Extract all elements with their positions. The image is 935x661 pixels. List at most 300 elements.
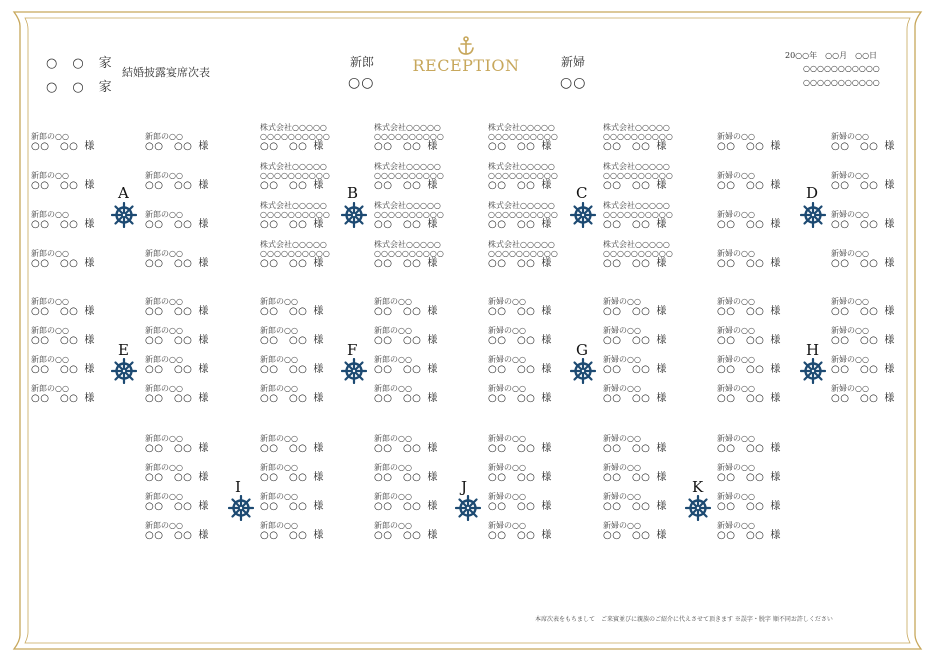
ship-wheel-icon — [228, 495, 254, 521]
guest-name: ○○ ○○ — [831, 306, 879, 318]
guest-title: 新郎の○○ — [260, 384, 298, 393]
guest-entry — [831, 384, 923, 405]
guest-name: ○○ ○○ — [145, 335, 193, 347]
ship-wheel-icon — [341, 202, 367, 228]
guest-name-row — [488, 443, 580, 455]
guest-title: 株式会社○○○○○ — [260, 201, 327, 210]
guest-name-row — [717, 141, 809, 153]
guest-honorific: 様 — [656, 219, 667, 231]
guest-honorific: 様 — [198, 180, 209, 192]
guest-name: ○○ ○○ — [603, 219, 651, 231]
guest-entry — [374, 162, 466, 192]
guest-honorific: 様 — [770, 180, 781, 192]
guest-name-row — [31, 141, 123, 153]
guest-entry — [145, 249, 237, 270]
guest-name: ○○ ○○ — [603, 501, 651, 513]
guest-entry — [831, 171, 923, 192]
guest-title: 新郎の○○ — [374, 326, 412, 335]
guest-name-row — [831, 219, 923, 231]
guest-title: 株式会社○○○○○ — [488, 240, 555, 249]
guest-name-row — [603, 530, 695, 542]
guest-name-row — [603, 141, 695, 153]
guest-name: ○○ ○○ — [260, 364, 308, 376]
guest-name-row — [488, 530, 580, 542]
guest-name: ○○ ○○ — [145, 501, 193, 513]
guest-name: ○○ ○○ — [374, 258, 422, 270]
guest-name-row — [831, 180, 923, 192]
guest-name-row — [488, 219, 580, 231]
guest-name: ○○ ○○ — [603, 306, 651, 318]
guest-title: 新郎の○○ — [260, 434, 298, 443]
guest-honorific: 様 — [884, 335, 895, 347]
guest-entry — [488, 240, 580, 270]
guest-title: 新婦の○○ — [831, 210, 869, 219]
guest-name-row — [145, 180, 237, 192]
guest-title: 新婦の○○ — [603, 326, 641, 335]
guest-honorific: 様 — [770, 501, 781, 513]
guest-title: 新郎の○○ — [145, 521, 183, 530]
guest-name: ○○ ○○ — [260, 501, 308, 513]
guest-name: ○○ ○○ — [603, 443, 651, 455]
guest-name: ○○ ○○ — [831, 180, 879, 192]
table-label: K — [692, 478, 704, 496]
guest-name-row — [31, 364, 123, 376]
guest-name: ○○ ○○ — [488, 306, 536, 318]
groom-label: 新郎 — [350, 55, 375, 69]
guest-title: 新郎の○○ — [145, 132, 183, 141]
ship-wheel-icon — [111, 202, 137, 228]
guest-name: ○○ ○○ — [31, 335, 79, 347]
guest-honorific: 様 — [541, 393, 552, 405]
guest-honorific: 様 — [656, 306, 667, 318]
guest-honorific: 様 — [770, 364, 781, 376]
guest-honorific: 様 — [198, 335, 209, 347]
guest-name: ○○ ○○ — [488, 393, 536, 405]
guest-honorific: 様 — [541, 530, 552, 542]
guest-title: 新郎の○○ — [31, 355, 69, 364]
guest-subtitle: ○○○○○○○○○○ — [488, 210, 558, 220]
guest-honorific: 様 — [84, 141, 95, 153]
guest-entry — [717, 434, 809, 455]
guest-name-row — [488, 180, 580, 192]
guest-entry — [260, 521, 352, 542]
ship-wheel-icon — [800, 202, 826, 228]
guest-name: ○○ ○○ — [145, 180, 193, 192]
guest-title: 新郎の○○ — [260, 463, 298, 472]
table-label: E — [118, 341, 129, 359]
guest-name: ○○ ○○ — [260, 219, 308, 231]
guest-honorific: 様 — [198, 472, 209, 484]
guest-name-row — [374, 530, 466, 542]
guest-entry — [717, 210, 809, 231]
guest-honorific: 様 — [313, 530, 324, 542]
guest-honorific: 様 — [427, 141, 438, 153]
guest-name-row — [260, 180, 352, 192]
guest-honorific: 様 — [84, 180, 95, 192]
guest-honorific: 様 — [770, 258, 781, 270]
guest-title: 新婦の○○ — [717, 384, 755, 393]
guest-honorific: 様 — [84, 258, 95, 270]
guest-name: ○○ ○○ — [488, 219, 536, 231]
guest-name: ○○ ○○ — [260, 306, 308, 318]
guest-honorific: 様 — [427, 472, 438, 484]
guest-title: 新婦の○○ — [717, 434, 755, 443]
guest-title: 新郎の○○ — [260, 521, 298, 530]
guest-entry — [31, 297, 123, 318]
guest-subtitle: ○○○○○○○○○○ — [260, 249, 330, 259]
guest-honorific: 様 — [656, 258, 667, 270]
guest-name: ○○ ○○ — [260, 530, 308, 542]
guest-name: ○○ ○○ — [603, 258, 651, 270]
guest-name: ○○ ○○ — [374, 306, 422, 318]
guest-name-row — [488, 258, 580, 270]
venue-line-1: ○○○○○○○○○○○ — [803, 64, 880, 73]
guest-name-row — [374, 364, 466, 376]
guest-title: 株式会社○○○○○ — [488, 123, 555, 132]
guest-title: 新郎の○○ — [145, 384, 183, 393]
guest-name-row — [831, 364, 923, 376]
guest-honorific: 様 — [198, 501, 209, 513]
guest-title: 新郎の○○ — [260, 492, 298, 501]
guest-honorific: 様 — [84, 393, 95, 405]
guest-title: 新郎の○○ — [31, 297, 69, 306]
guest-name-row — [488, 364, 580, 376]
guest-name-row — [374, 306, 466, 318]
table-label: H — [806, 341, 820, 359]
guest-entry — [145, 355, 237, 376]
groom-name: ○○ — [348, 75, 375, 91]
ship-wheel-icon — [341, 358, 367, 384]
guest-title: 新婦の○○ — [831, 384, 869, 393]
guest-entry — [717, 297, 809, 318]
guest-entry — [374, 355, 466, 376]
guest-title: 新郎の○○ — [31, 384, 69, 393]
guest-honorific: 様 — [427, 393, 438, 405]
guest-entry — [831, 132, 923, 153]
guest-title: 新婦の○○ — [603, 463, 641, 472]
guest-name: ○○ ○○ — [31, 364, 79, 376]
guest-title: 株式会社○○○○○ — [488, 201, 555, 210]
guest-name: ○○ ○○ — [31, 180, 79, 192]
guest-name: ○○ ○○ — [717, 180, 765, 192]
guest-honorific: 様 — [541, 141, 552, 153]
guest-title: 株式会社○○○○○ — [374, 123, 441, 132]
guest-title: 新婦の○○ — [831, 171, 869, 180]
guest-name: ○○ ○○ — [717, 393, 765, 405]
guest-name-row — [717, 443, 809, 455]
guest-name-row — [260, 258, 352, 270]
table-label: I — [235, 478, 241, 496]
guest-name: ○○ ○○ — [831, 219, 879, 231]
guest-name: ○○ ○○ — [260, 393, 308, 405]
guest-name: ○○ ○○ — [374, 141, 422, 153]
guest-name-row — [488, 472, 580, 484]
guest-name: ○○ ○○ — [145, 219, 193, 231]
guest-honorific: 様 — [313, 141, 324, 153]
guest-name-row — [374, 443, 466, 455]
guest-title: 新郎の○○ — [374, 521, 412, 530]
guest-name-row — [488, 335, 580, 347]
guest-entry — [145, 463, 237, 484]
guest-entry — [145, 326, 237, 347]
guest-name: ○○ ○○ — [488, 141, 536, 153]
table-label: J — [461, 478, 468, 496]
guest-honorific: 様 — [541, 501, 552, 513]
guest-honorific: 様 — [884, 393, 895, 405]
guest-entry — [603, 162, 695, 192]
guest-subtitle: ○○○○○○○○○○ — [374, 249, 444, 259]
guest-entry — [488, 355, 580, 376]
guest-entry — [488, 123, 580, 153]
ship-wheel-icon — [800, 358, 826, 384]
guest-title: 株式会社○○○○○ — [603, 240, 670, 249]
guest-entry — [260, 492, 352, 513]
guest-honorific: 様 — [770, 530, 781, 542]
guest-honorific: 様 — [427, 219, 438, 231]
guest-title: 新婦の○○ — [488, 434, 526, 443]
guest-honorific: 様 — [656, 335, 667, 347]
guest-honorific: 様 — [198, 393, 209, 405]
guest-name: ○○ ○○ — [260, 472, 308, 484]
guest-entry — [31, 132, 123, 153]
guest-subtitle: ○○○○○○○○○○ — [374, 171, 444, 181]
guest-honorific: 様 — [656, 472, 667, 484]
guest-name: ○○ ○○ — [488, 530, 536, 542]
guest-title: 株式会社○○○○○ — [260, 123, 327, 132]
guest-name: ○○ ○○ — [31, 258, 79, 270]
guest-name: ○○ ○○ — [260, 141, 308, 153]
guest-entry — [488, 434, 580, 455]
guest-honorific: 様 — [427, 180, 438, 192]
guest-name-row — [145, 443, 237, 455]
guest-entry — [260, 297, 352, 318]
guest-title: 株式会社○○○○○ — [374, 162, 441, 171]
guest-entry — [488, 384, 580, 405]
guest-title: 新郎の○○ — [374, 384, 412, 393]
guest-entry — [717, 249, 809, 270]
guest-entry — [145, 297, 237, 318]
guest-name-row — [31, 335, 123, 347]
guest-name-row — [260, 530, 352, 542]
guest-name-row — [831, 335, 923, 347]
guest-title: 新婦の○○ — [717, 355, 755, 364]
guest-name-row — [831, 393, 923, 405]
event-date: 20○○年 ○○月 ○○日 — [785, 51, 878, 60]
guest-name-row — [260, 443, 352, 455]
guest-title: 新郎の○○ — [260, 326, 298, 335]
guest-title: 株式会社○○○○○ — [260, 162, 327, 171]
guest-entry — [717, 132, 809, 153]
guest-name: ○○ ○○ — [717, 219, 765, 231]
guest-honorific: 様 — [884, 364, 895, 376]
guest-title: 新郎の○○ — [145, 326, 183, 335]
guest-name: ○○ ○○ — [374, 219, 422, 231]
guest-name: ○○ ○○ — [717, 443, 765, 455]
family-name-2: ○ ○ 家 — [46, 80, 113, 95]
bride-label: 新婦 — [561, 55, 586, 69]
guest-honorific: 様 — [198, 443, 209, 455]
guest-entry — [717, 326, 809, 347]
guest-honorific: 様 — [541, 306, 552, 318]
guest-entry — [831, 249, 923, 270]
guest-name-row — [260, 306, 352, 318]
guest-name-row — [260, 393, 352, 405]
guest-entry — [260, 463, 352, 484]
guest-entry — [260, 355, 352, 376]
guest-name-row — [488, 501, 580, 513]
guest-honorific: 様 — [313, 335, 324, 347]
guest-entry — [488, 162, 580, 192]
guest-title: 新郎の○○ — [145, 463, 183, 472]
guest-title: 新婦の○○ — [488, 355, 526, 364]
guest-name: ○○ ○○ — [488, 364, 536, 376]
guest-honorific: 様 — [541, 335, 552, 347]
guest-entry — [374, 326, 466, 347]
logo-text: RECEPTION — [412, 56, 520, 75]
guest-title: 新郎の○○ — [374, 434, 412, 443]
guest-entry — [374, 384, 466, 405]
guest-subtitle: ○○○○○○○○○○ — [603, 132, 673, 142]
guest-name: ○○ ○○ — [488, 501, 536, 513]
guest-name-row — [717, 219, 809, 231]
guest-name: ○○ ○○ — [145, 141, 193, 153]
guest-name: ○○ ○○ — [260, 258, 308, 270]
guest-honorific: 様 — [770, 306, 781, 318]
guest-honorific: 様 — [313, 306, 324, 318]
guest-name-row — [31, 180, 123, 192]
guest-name-row — [374, 335, 466, 347]
guest-name: ○○ ○○ — [260, 180, 308, 192]
family-name-1: ○ ○ 家 — [46, 56, 113, 71]
guest-name: ○○ ○○ — [717, 472, 765, 484]
guest-name-row — [374, 219, 466, 231]
guest-name: ○○ ○○ — [145, 443, 193, 455]
guest-name-row — [603, 219, 695, 231]
guest-entry — [145, 384, 237, 405]
table-label: A — [118, 184, 129, 202]
guest-entry — [488, 492, 580, 513]
guest-name-row — [717, 472, 809, 484]
guest-honorific: 様 — [427, 258, 438, 270]
guest-honorific: 様 — [427, 335, 438, 347]
guest-subtitle: ○○○○○○○○○○ — [603, 249, 673, 259]
guest-entry — [374, 297, 466, 318]
guest-entry — [145, 210, 237, 231]
guest-entry — [831, 355, 923, 376]
guest-title: 新郎の○○ — [145, 434, 183, 443]
guest-honorific: 様 — [770, 335, 781, 347]
guest-honorific: 様 — [198, 364, 209, 376]
logo — [410, 36, 522, 80]
guest-name-row — [145, 501, 237, 513]
guest-entry — [488, 201, 580, 231]
guest-entry — [31, 210, 123, 231]
guest-entry — [488, 297, 580, 318]
guest-entry — [145, 171, 237, 192]
guest-name: ○○ ○○ — [717, 364, 765, 376]
guest-name: ○○ ○○ — [31, 141, 79, 153]
guest-honorific: 様 — [770, 443, 781, 455]
guest-name-row — [603, 364, 695, 376]
guest-name-row — [260, 472, 352, 484]
ship-wheel-icon — [570, 202, 596, 228]
guest-name: ○○ ○○ — [260, 335, 308, 347]
guest-name: ○○ ○○ — [717, 530, 765, 542]
guest-entry — [603, 201, 695, 231]
guest-honorific: 様 — [770, 141, 781, 153]
guest-honorific: 様 — [656, 364, 667, 376]
table-label: B — [347, 184, 359, 202]
guest-honorific: 様 — [656, 530, 667, 542]
guest-title: 新婦の○○ — [603, 384, 641, 393]
guest-name: ○○ ○○ — [488, 258, 536, 270]
guest-entry — [374, 463, 466, 484]
guest-entry — [717, 384, 809, 405]
guest-subtitle: ○○○○○○○○○○ — [374, 132, 444, 142]
guest-entry — [260, 326, 352, 347]
guest-entry — [603, 297, 695, 318]
guest-name-row — [603, 180, 695, 192]
guest-name-row — [145, 530, 237, 542]
guest-entry — [603, 123, 695, 153]
guest-title: 新郎の○○ — [145, 171, 183, 180]
guest-name-row — [603, 306, 695, 318]
guest-entry — [717, 521, 809, 542]
guest-entry — [260, 201, 352, 231]
guest-name-row — [488, 306, 580, 318]
guest-title: 新婦の○○ — [603, 492, 641, 501]
guest-name-row — [145, 306, 237, 318]
guest-title: 新郎の○○ — [260, 355, 298, 364]
guest-name: ○○ ○○ — [603, 364, 651, 376]
guest-name: ○○ ○○ — [603, 141, 651, 153]
guest-name-row — [260, 501, 352, 513]
guest-title: 新郎の○○ — [260, 297, 298, 306]
footer-note: 本席次表をもちまして ご来賓並びに親族のご紹介に代えさせて頂きます ※誤字・脱字 順不同お許しください — [535, 616, 833, 623]
guest-entry — [31, 384, 123, 405]
guest-name: ○○ ○○ — [831, 393, 879, 405]
guest-name-row — [717, 364, 809, 376]
guest-title: 新婦の○○ — [717, 297, 755, 306]
guest-title: 新婦の○○ — [488, 463, 526, 472]
guest-entry — [31, 249, 123, 270]
guest-name: ○○ ○○ — [145, 364, 193, 376]
guest-entry — [603, 240, 695, 270]
guest-name: ○○ ○○ — [603, 335, 651, 347]
guest-name-row — [260, 219, 352, 231]
guest-title: 新郎の○○ — [374, 492, 412, 501]
guest-name: ○○ ○○ — [145, 306, 193, 318]
guest-subtitle: ○○○○○○○○○○ — [260, 132, 330, 142]
guest-honorific: 様 — [313, 180, 324, 192]
guest-name-row — [488, 141, 580, 153]
guest-name-row — [717, 530, 809, 542]
guest-honorific: 様 — [198, 141, 209, 153]
guest-entry — [374, 240, 466, 270]
guest-entry — [260, 240, 352, 270]
guest-entry — [374, 521, 466, 542]
guest-name-row — [145, 472, 237, 484]
guest-entry — [374, 123, 466, 153]
guest-honorific: 様 — [770, 219, 781, 231]
guest-name-row — [374, 141, 466, 153]
guest-name: ○○ ○○ — [603, 472, 651, 484]
guest-name-row — [831, 141, 923, 153]
guest-title: 新婦の○○ — [717, 171, 755, 180]
guest-title: 新郎の○○ — [31, 171, 69, 180]
guest-name-row — [717, 393, 809, 405]
guest-name: ○○ ○○ — [831, 335, 879, 347]
